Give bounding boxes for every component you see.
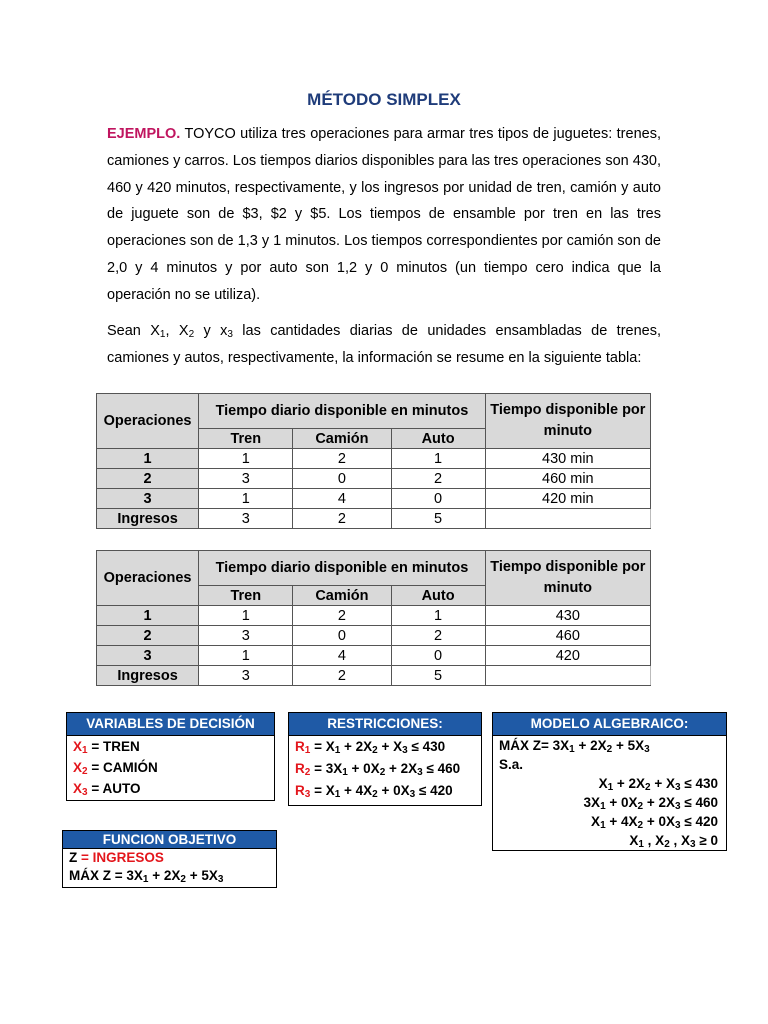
subscript: 1	[334, 789, 341, 800]
cell-tren: 1	[199, 606, 293, 626]
cell-auto: 2	[391, 626, 485, 646]
constraint-name: R	[295, 783, 305, 798]
eq-part: , X	[643, 833, 665, 848]
objective-function-box	[62, 830, 277, 888]
cell-camion: 4	[293, 489, 391, 509]
cell-auto: 0	[391, 646, 485, 666]
cell-tren: 1	[199, 489, 293, 509]
cell-disp: 430 min	[485, 449, 650, 469]
eq-part: ≤ 420	[415, 783, 453, 798]
table-row	[97, 626, 651, 646]
table-row	[97, 509, 651, 529]
subscript: 3	[675, 801, 681, 812]
subscript: 1	[569, 744, 575, 755]
model-constraint-line	[493, 812, 726, 831]
eq-part: 3X	[583, 795, 601, 810]
header-auto: Auto	[391, 429, 485, 449]
eq-part: + 2X	[613, 776, 646, 791]
subject-to-line: S.a.	[499, 757, 524, 772]
cell-auto: 1	[391, 449, 485, 469]
cell-tren: 1	[199, 449, 293, 469]
eq-part: + X	[377, 739, 403, 754]
header-tiempo-disponible: Tiempo disponible por minuto	[485, 551, 650, 606]
eq-part: ≤ 460	[422, 761, 461, 776]
subscript: 1	[638, 839, 644, 850]
data-table-1	[96, 393, 651, 529]
subscript: 2	[188, 329, 195, 340]
cell-auto: 1	[391, 606, 485, 626]
eq-part: + 2X	[148, 868, 181, 883]
intro-text: Sean X	[107, 323, 160, 339]
variable-meaning: = CAMIÓN	[87, 760, 158, 775]
cell-disp	[485, 509, 650, 529]
header-tren: Tren	[199, 586, 293, 606]
variable-line	[67, 778, 274, 799]
subscript: 2	[664, 839, 670, 850]
variable-name: X	[73, 760, 83, 775]
cell-disp: 460	[485, 626, 650, 646]
cell-tren: 3	[199, 666, 293, 686]
model-constraint-line	[493, 793, 726, 812]
cell-op: 3	[97, 489, 199, 509]
eq-part: ≤ 420	[680, 814, 718, 829]
subscript: 1	[334, 745, 341, 756]
subscript: 1	[600, 801, 606, 812]
eq-part: , X	[669, 833, 691, 848]
subscript: 3	[417, 767, 423, 778]
cell-op: Ingresos	[97, 666, 199, 686]
algebraic-model-header: MODELO ALGEBRAICO:	[493, 713, 726, 736]
subscript: 2	[372, 789, 378, 800]
objective-line	[493, 736, 726, 755]
cell-disp: 460 min	[485, 469, 650, 489]
table-row	[97, 469, 651, 489]
cell-op: 2	[97, 626, 199, 646]
eq-part: MÁX Z = 3X	[69, 868, 143, 883]
subscript: 3	[227, 329, 233, 340]
subscript: 3	[675, 820, 681, 831]
subscript: 1	[304, 745, 311, 756]
eq-part: + X	[650, 776, 675, 791]
eq-part: + 4X	[605, 814, 638, 829]
intro-text: las cantidades diarias de unidades ensambladas de trenes, camiones y autos, respectivamente, la información se resume en la siguiente tabla:	[107, 323, 661, 366]
header-operaciones: Operaciones	[97, 394, 199, 449]
subscript: 3	[675, 782, 681, 793]
cell-op: 3	[97, 646, 199, 666]
variable-line	[67, 757, 274, 778]
cell-camion: 2	[293, 666, 391, 686]
cell-tren: 1	[199, 646, 293, 666]
cell-disp: 430	[485, 606, 650, 626]
eq-part: + 0X	[605, 795, 638, 810]
cell-disp: 420 min	[485, 489, 650, 509]
subscript: 3	[304, 789, 311, 800]
objective-function-header: FUNCION OBJETIVO	[63, 831, 276, 849]
cell-op: Ingresos	[97, 509, 199, 529]
cell-auto: 2	[391, 469, 485, 489]
cell-auto: 5	[391, 666, 485, 686]
eq-part: + 2X	[574, 738, 607, 753]
subscript: 1	[600, 820, 606, 831]
variable-meaning: = TREN	[87, 739, 140, 754]
eq-part: + 0X	[347, 761, 380, 776]
subscript: 2	[606, 744, 613, 755]
z-meaning: = INGRESOS	[81, 850, 164, 865]
subscript: 2	[379, 767, 386, 778]
subscript: 1	[342, 767, 348, 778]
eq-part: + 5X	[612, 738, 645, 753]
header-tiempo-diario: Tiempo diario disponible en minutos	[199, 551, 486, 586]
eq-part: + 2X	[643, 795, 675, 810]
subscript: 3	[690, 839, 696, 850]
eq-part: ≤ 460	[680, 795, 718, 810]
constraints-header: RESTRICCIONES:	[289, 713, 481, 736]
constraint-line	[289, 780, 481, 802]
eq-part: ≤ 430	[407, 739, 446, 754]
subscript: 1	[142, 874, 149, 885]
constraint-name: R	[295, 761, 305, 776]
subscript: 1	[607, 782, 614, 793]
cell-camion: 0	[293, 626, 391, 646]
header-camion: Camión	[293, 586, 391, 606]
subscript: 2	[372, 745, 378, 756]
cell-disp	[485, 666, 650, 686]
objective-line	[63, 867, 276, 885]
example-text: TOYCO utiliza tres operaciones para armar tres tipos de juguetes: trenes, camiones y carros. Los tiempos diarios disponibles para las tres operaciones son 430, 460 y 420 minutos, respectivamente, y los ingresos por unidad de tren, camión y auto de juguete son de $3, $2 y $5. Los tiempos de ensamble por tren en las tres operaciones son de 1,3 y 1 minutos. Los tiempos correspondientes por camión son de 2,0 y 4 minutos y por auto son 1,2 y 0 minutos (un tiempo cero indica que la operación no se utiliza).	[107, 126, 661, 303]
eq-part: X	[629, 833, 639, 848]
table-row	[97, 606, 651, 626]
subscript: 2	[645, 782, 651, 793]
header-tiempo-disponible: Tiempo disponible por minuto	[485, 394, 650, 449]
eq-part: = X	[310, 739, 335, 754]
model-constraint-line	[493, 774, 726, 793]
table-row	[97, 449, 651, 469]
cell-camion: 2	[293, 509, 391, 529]
eq-part: X	[598, 776, 608, 791]
subscript: 3	[409, 789, 416, 800]
cell-op: 1	[97, 606, 199, 626]
example-label: EJEMPLO.	[107, 126, 181, 142]
subscript: 2	[82, 766, 88, 777]
cell-tren: 3	[199, 509, 293, 529]
subscript: 2	[637, 801, 644, 812]
cell-camion: 2	[293, 449, 391, 469]
variable-name: X	[73, 781, 83, 796]
page-title: MÉTODO SIMPLEX	[307, 90, 461, 109]
eq-part: + 2X	[385, 761, 418, 776]
subscript: 3	[402, 745, 408, 756]
eq-part: + 4X	[340, 783, 373, 798]
constraints-box	[288, 712, 482, 806]
eq-part: + 0X	[377, 783, 410, 798]
header-operaciones: Operaciones	[97, 551, 199, 606]
eq-part: ≤ 430	[680, 776, 718, 791]
decision-variables-box	[66, 712, 275, 801]
eq-part: ≥ 0	[695, 833, 718, 848]
constraint-name: R	[295, 739, 305, 754]
z-definition-line	[63, 849, 276, 867]
subscript: 1	[82, 745, 88, 756]
constraint-line	[289, 736, 481, 758]
header-tren: Tren	[199, 429, 293, 449]
z-label: Z	[69, 850, 78, 865]
example-paragraph	[107, 121, 661, 309]
eq-part: = 3X	[310, 761, 343, 776]
cell-camion: 4	[293, 646, 391, 666]
header-tiempo-diario: Tiempo diario disponible en minutos	[199, 394, 486, 429]
subscript: 3	[82, 787, 88, 798]
intro-text: , X	[165, 323, 189, 339]
cell-op: 1	[97, 449, 199, 469]
variable-line	[67, 736, 274, 757]
cell-auto: 0	[391, 489, 485, 509]
eq-part: MÁX Z= 3X	[499, 738, 570, 753]
intro-paragraph	[107, 318, 661, 372]
cell-camion: 0	[293, 469, 391, 489]
data-table-2	[96, 550, 651, 686]
eq-part: X	[591, 814, 601, 829]
subscript: 2	[304, 767, 311, 778]
non-negativity-line	[493, 831, 726, 850]
subscript: 1	[159, 329, 166, 340]
table-row	[97, 666, 651, 686]
algebraic-model-box	[492, 712, 727, 851]
eq-part: + 0X	[643, 814, 675, 829]
table-row	[97, 646, 651, 666]
header-auto: Auto	[391, 586, 485, 606]
constraint-line	[289, 758, 481, 780]
cell-tren: 3	[199, 626, 293, 646]
intro-text: y x	[194, 323, 228, 339]
eq-part: = X	[310, 783, 335, 798]
cell-camion: 2	[293, 606, 391, 626]
eq-part: + 2X	[340, 739, 373, 754]
cell-op: 2	[97, 469, 199, 489]
decision-variables-header: VARIABLES DE DECISIÓN	[67, 713, 274, 736]
cell-tren: 3	[199, 469, 293, 489]
cell-disp: 420	[485, 646, 650, 666]
subscript: 2	[180, 874, 186, 885]
subscript: 2	[637, 820, 644, 831]
cell-auto: 5	[391, 509, 485, 529]
variable-meaning: = AUTO	[87, 781, 141, 796]
table-row	[97, 489, 651, 509]
subscript: 3	[217, 874, 224, 885]
eq-part: + 5X	[185, 868, 218, 883]
header-camion: Camión	[293, 429, 391, 449]
subscript: 3	[644, 744, 650, 755]
variable-name: X	[73, 739, 83, 754]
